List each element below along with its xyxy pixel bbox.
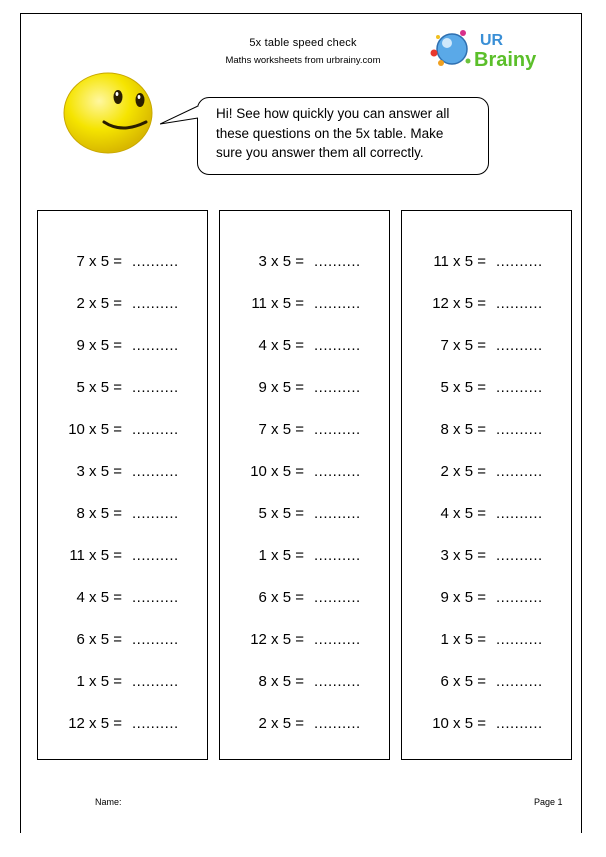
answer-blank[interactable]: .......... (314, 253, 361, 270)
question-expression: 12 x 5 = (250, 631, 304, 648)
answer-blank[interactable]: .......... (496, 253, 543, 270)
question-expression: 1 x 5 = (258, 547, 304, 564)
answer-blank[interactable]: .......... (314, 673, 361, 690)
answer-blank[interactable]: .......... (132, 715, 179, 732)
question-expression: 12 x 5 = (68, 715, 122, 732)
question-expression: 5 x 5 = (258, 505, 304, 522)
answer-blank[interactable]: .......... (314, 295, 361, 312)
answer-blank[interactable]: .......... (132, 337, 179, 354)
answer-blank[interactable]: .......... (132, 463, 179, 480)
answer-blank[interactable]: .......... (132, 547, 179, 564)
question-expression: 11 x 5 = (69, 547, 122, 564)
question-expression: 7 x 5 = (440, 337, 486, 354)
question-expression: 7 x 5 = (258, 421, 304, 438)
answer-blank[interactable]: .......... (496, 673, 543, 690)
answer-blank[interactable]: .......... (314, 421, 361, 438)
question-row (38, 588, 207, 608)
question-row (38, 672, 207, 692)
question-expression: 5 x 5 = (440, 379, 486, 396)
question-row (402, 420, 571, 440)
answer-blank[interactable]: .......... (132, 421, 179, 438)
question-expression: 4 x 5 = (440, 505, 486, 522)
question-expression: 10 x 5 = (432, 715, 486, 732)
question-expression: 9 x 5 = (76, 337, 122, 354)
question-expression: 10 x 5 = (250, 463, 304, 480)
question-row (38, 378, 207, 398)
question-row (38, 462, 207, 482)
question-row (402, 378, 571, 398)
question-expression: 12 x 5 = (432, 295, 486, 312)
question-expression: 4 x 5 = (76, 589, 122, 606)
question-expression: 4 x 5 = (258, 337, 304, 354)
question-row (220, 546, 389, 566)
page-title: 5x table speed check (249, 37, 357, 49)
question-expression: 8 x 5 = (76, 505, 122, 522)
question-row (220, 714, 389, 734)
question-row (402, 504, 571, 524)
speech-bubble-tail (160, 100, 210, 130)
question-row (220, 336, 389, 356)
question-expression: 3 x 5 = (258, 253, 304, 270)
answer-blank[interactable]: .......... (496, 715, 543, 732)
question-row (220, 588, 389, 608)
question-expression: 8 x 5 = (440, 421, 486, 438)
question-expression: 3 x 5 = (440, 547, 486, 564)
question-row (38, 420, 207, 440)
question-row (220, 630, 389, 650)
answer-blank[interactable]: .......... (132, 379, 179, 396)
question-expression: 11 x 5 = (251, 295, 304, 312)
question-expression: 2 x 5 = (440, 463, 486, 480)
page-number: Page 1 (534, 797, 563, 807)
answer-blank[interactable]: .......... (132, 253, 179, 270)
answer-blank[interactable]: .......... (132, 673, 179, 690)
question-expression: 11 x 5 = (433, 253, 486, 270)
question-expression: 10 x 5 = (68, 421, 122, 438)
answer-blank[interactable]: .......... (314, 337, 361, 354)
question-expression: 1 x 5 = (440, 631, 486, 648)
question-expression: 2 x 5 = (76, 295, 122, 312)
question-row (402, 294, 571, 314)
name-label: Name: (95, 797, 122, 807)
question-expression: 6 x 5 = (440, 673, 486, 690)
answer-blank[interactable]: .......... (314, 379, 361, 396)
answer-blank[interactable]: .......... (496, 505, 543, 522)
question-row (38, 714, 207, 734)
answer-blank[interactable]: .......... (314, 547, 361, 564)
logo-text-brainy: Brainy (474, 49, 537, 71)
answer-blank[interactable]: .......... (496, 337, 543, 354)
question-expression: 7 x 5 = (76, 253, 122, 270)
answer-blank[interactable]: .......... (314, 463, 361, 480)
smiley-face-icon (60, 68, 160, 156)
question-column-3 (401, 210, 572, 760)
question-row (402, 630, 571, 650)
question-expression: 3 x 5 = (76, 463, 122, 480)
question-expression: 5 x 5 = (76, 379, 122, 396)
answer-blank[interactable]: .......... (496, 547, 543, 564)
question-expression: 6 x 5 = (258, 589, 304, 606)
answer-blank[interactable]: .......... (496, 421, 543, 438)
question-expression: 6 x 5 = (76, 631, 122, 648)
answer-blank[interactable]: .......... (132, 295, 179, 312)
question-row (402, 462, 571, 482)
question-expression: 9 x 5 = (440, 589, 486, 606)
question-row (402, 252, 571, 272)
bubble-line-2: these questions on the 5x table. Make (216, 125, 444, 141)
answer-blank[interactable]: .......... (314, 505, 361, 522)
answer-blank[interactable]: .......... (132, 505, 179, 522)
question-row (402, 714, 571, 734)
answer-blank[interactable]: .......... (496, 295, 543, 312)
answer-blank[interactable]: .......... (314, 715, 361, 732)
urbrainy-logo (428, 25, 548, 75)
bubble-line-1: Hi! See how quickly you can answer all (216, 106, 450, 121)
question-expression: 9 x 5 = (258, 379, 304, 396)
answer-blank[interactable]: .......... (496, 589, 543, 606)
bubble-line-3: sure you answer them all correctly. (216, 145, 424, 160)
answer-blank[interactable]: .......... (496, 631, 543, 648)
answer-blank[interactable]: .......... (314, 631, 361, 648)
answer-blank[interactable]: .......... (496, 379, 543, 396)
question-column-2 (219, 210, 390, 760)
answer-blank[interactable]: .......... (314, 589, 361, 606)
question-row (402, 546, 571, 566)
question-row (220, 672, 389, 692)
question-column-1 (37, 210, 208, 760)
question-row (220, 378, 389, 398)
question-row (220, 504, 389, 524)
question-row (220, 420, 389, 440)
question-expression: 2 x 5 = (258, 715, 304, 732)
question-row (38, 294, 207, 314)
answer-blank[interactable]: .......... (132, 631, 179, 648)
question-row (38, 504, 207, 524)
question-row (402, 336, 571, 356)
question-row (38, 252, 207, 272)
answer-blank[interactable]: .......... (496, 463, 543, 480)
logo-text-ur: UR (480, 32, 504, 49)
question-row (220, 252, 389, 272)
question-row (38, 546, 207, 566)
speech-bubble-text (216, 104, 486, 163)
question-expression: 1 x 5 = (76, 673, 122, 690)
question-row (402, 672, 571, 692)
question-row (220, 294, 389, 314)
question-row (402, 588, 571, 608)
page-subtitle: Maths worksheets from urbrainy.com (225, 55, 381, 66)
answer-blank[interactable]: .......... (132, 589, 179, 606)
question-row (38, 336, 207, 356)
question-row (38, 630, 207, 650)
question-row (220, 462, 389, 482)
question-expression: 8 x 5 = (258, 673, 304, 690)
